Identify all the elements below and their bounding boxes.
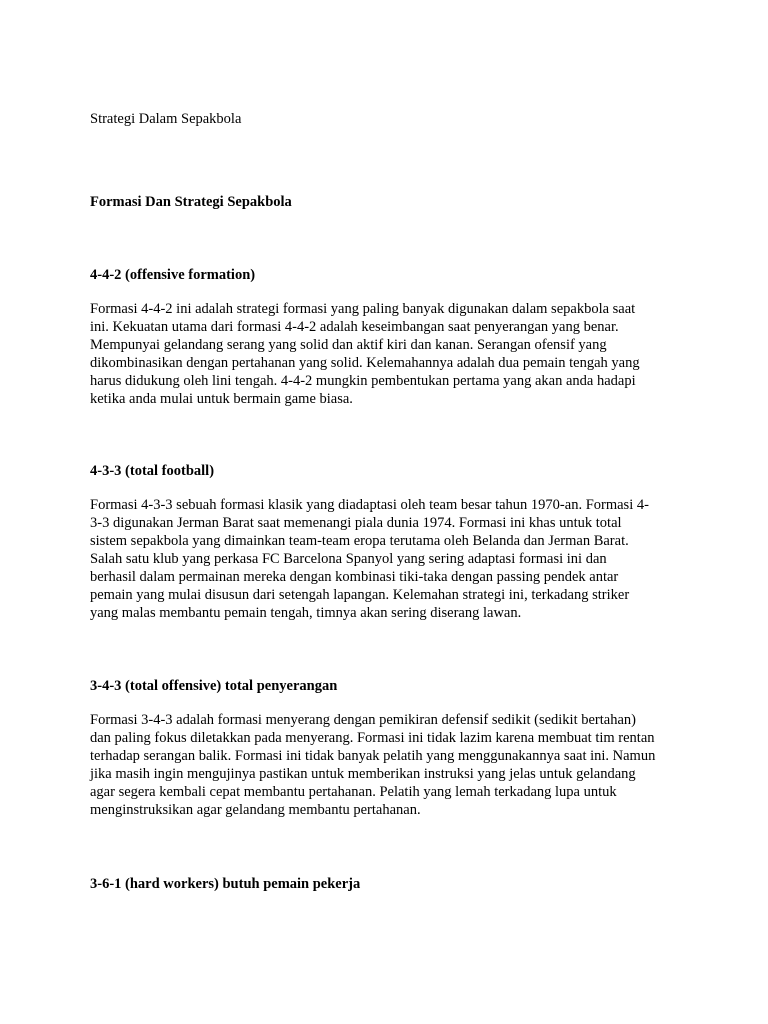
paragraph-line: Salah satu klub yang perkasa FC Barcelona Spanyol yang sering adaptasi formasi ini dan (90, 551, 607, 567)
paragraph-line: Mempunyai gelandang serang yang solid dan aktif kiri dan kanan. Serangan ofensif yang (90, 337, 607, 353)
section-heading-343: 3-4-3 (total offensive) total penyerangan (90, 678, 338, 694)
paragraph-line: berhasil dalam permainan mereka dengan kombinasi tiki-taka dengan passing pendek antar (90, 569, 619, 585)
section-heading-433: 4-3-3 (total football) (90, 463, 215, 479)
paragraph-line: yang malas membantu pemain tengah, timnya akan sering diserang lawan. (90, 605, 522, 621)
paragraph-line: pemain yang mulai disusun dari setengah lapangan. Kelemahan strategi ini, terkadang striker (90, 587, 630, 603)
section-paragraph-343 (90, 711, 690, 819)
paragraph-line: ketika anda mulai untuk bermain game biasa. (90, 391, 353, 407)
paragraph-line: terhadap serangan balik. Formasi ini tidak banyak pelatih yang menggunakannya saat ini. Namun (90, 748, 656, 764)
paragraph-line: Formasi 4-4-2 ini adalah strategi formasi yang paling banyak digunakan dalam sepakbola saat (90, 301, 636, 317)
paragraph-line: ini. Kekuatan utama dari formasi 4-4-2 adalah keseimbangan saat penyerangan yang benar. (90, 319, 619, 335)
paragraph-line: agar segera kembali cepat membantu pertahanan. Pelatih yang lemah terkadang lupa untuk (90, 784, 617, 800)
paragraph-line: menginstruksikan agar gelandang membantu pertahanan. (90, 802, 421, 818)
paragraph-line: Formasi 4-3-3 sebuah formasi klasik yang diadaptasi oleh team besar tahun 1970-an. Formasi 4- (90, 497, 649, 513)
paragraph-line: jika masih ingin mengujinya pastikan untuk memberikan instruksi yang jelas untuk gelandang (90, 766, 636, 782)
main-heading: Formasi Dan Strategi Sepakbola (90, 194, 292, 210)
paragraph-line: 3-3 digunakan Jerman Barat saat memenangi piala dunia 1974. Formasi ini khas untuk total (90, 515, 622, 531)
section-heading-361: 3-6-1 (hard workers) butuh pemain pekerja (90, 876, 361, 892)
document-title: Strategi Dalam Sepakbola (90, 111, 242, 127)
paragraph-line: dikombinasikan dengan pertahanan yang solid. Kelemahannya adalah dua pemain tengah yang (90, 355, 640, 371)
section-heading-442: 4-4-2 (offensive formation) (90, 267, 256, 283)
paragraph-line: Formasi 3-4-3 adalah formasi menyerang dengan pemikiran defensif sedikit (sedikit bertahan) (90, 712, 636, 728)
section-paragraph-442 (90, 300, 690, 408)
paragraph-line: sistem sepakbola yang dimainkan team-team eropa terutama oleh Belanda dan Jerman Barat. (90, 533, 629, 549)
paragraph-line: dan paling fokus diletakkan pada menyerang. Formasi ini tidak lazim karena membuat tim rentan (90, 730, 655, 746)
section-paragraph-433 (90, 496, 690, 622)
paragraph-line: harus didukung oleh lini tengah. 4-4-2 mungkin pembentukan pertama yang akan anda hadapi (90, 373, 636, 389)
